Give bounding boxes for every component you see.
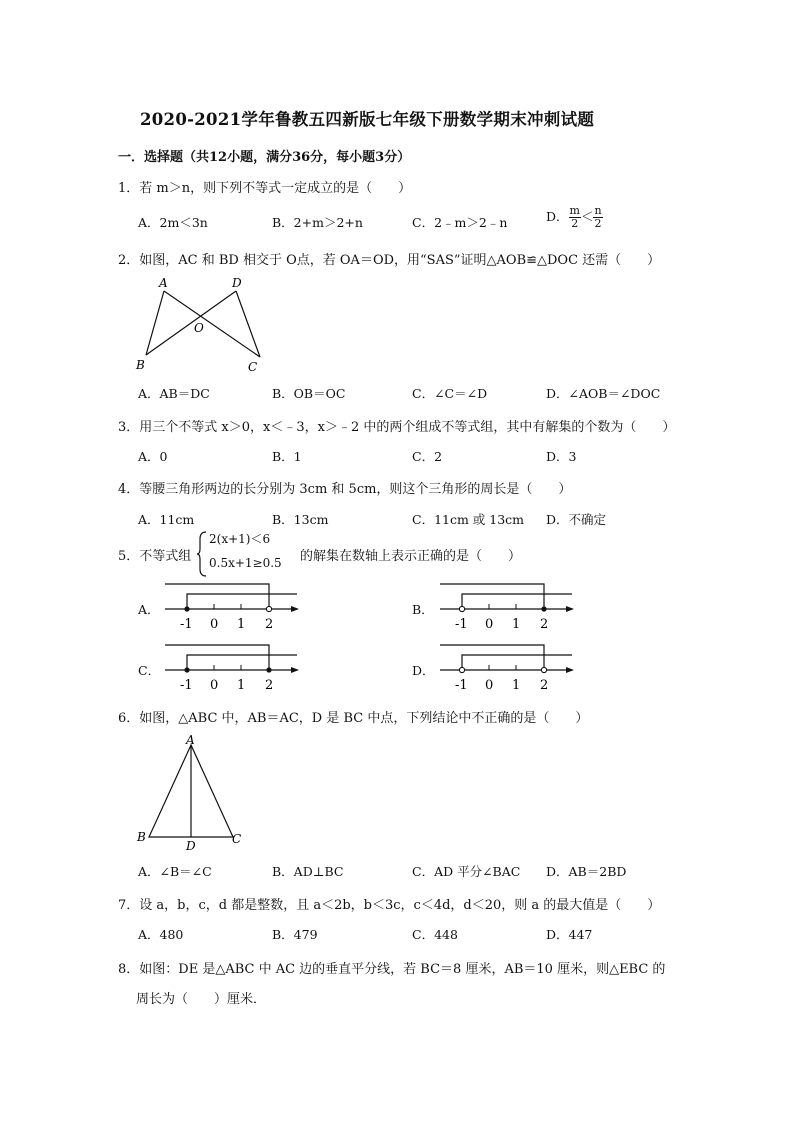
tick-label-1: 1 bbox=[237, 678, 246, 693]
label-b: B bbox=[136, 358, 145, 372]
tick-label-0: 0 bbox=[485, 678, 494, 693]
number-line-b bbox=[440, 580, 580, 640]
label-c: C bbox=[232, 832, 242, 846]
q2-option-c: C．∠C＝∠D bbox=[412, 386, 488, 401]
q1-d-den1: 2 bbox=[571, 217, 579, 230]
q5-option-b: B． bbox=[412, 602, 434, 617]
q1-d-num1: m bbox=[569, 204, 580, 217]
question-3-stem: 3．用三个不等式 x＞0，x＜﹣3，x＞﹣2 中的两个组成不等式组，其中有解集的个数为（ ） bbox=[118, 420, 676, 435]
q6-option-d: D．AB＝2BD bbox=[546, 864, 627, 879]
label-a: A bbox=[159, 276, 168, 290]
question-1-stem: 1．若 m＞n，则下列不等式一定成立的是（ ） bbox=[118, 181, 412, 196]
segment-ac bbox=[164, 291, 260, 357]
q1-option-d bbox=[546, 205, 603, 230]
label-d: D bbox=[186, 839, 196, 853]
q5-prefix: 5．不等式组 bbox=[118, 549, 192, 564]
tick-label-2: 2 bbox=[540, 678, 549, 693]
question-7-stem: 7．设 a，b，c，d 都是整数，且 a＜2b，b＜3c，c＜4d，d＜20，则 a 的最大值是（ ） bbox=[118, 898, 661, 913]
q6-option-c: C．AD 平分∠BAC bbox=[412, 864, 521, 879]
q4-option-d: D．不确定 bbox=[546, 512, 607, 527]
q3-option-b: B．1 bbox=[272, 449, 302, 464]
tick-label-neg1: -1 bbox=[180, 678, 193, 693]
q5-suffix: 的解集在数轴上表示正确的是（ ） bbox=[300, 549, 522, 564]
tick-label-1: 1 bbox=[512, 678, 521, 693]
q4-option-c: C．11cm 或 13cm bbox=[412, 512, 525, 527]
q7-option-d: D．447 bbox=[546, 927, 593, 942]
q1-option-b: B．2+m＞2+n bbox=[272, 215, 363, 230]
tick-label-2: 2 bbox=[540, 617, 549, 632]
tick-label-neg1: -1 bbox=[455, 678, 468, 693]
question-8-stem-line-1: 8．如图：DE 是△ABC 中 AC 边的垂直平分线，若 BC＝8 厘米，AB＝10 厘米，则△EBC 的 bbox=[118, 962, 666, 977]
q2-option-a: A．AB＝DC bbox=[138, 386, 210, 401]
number-line-d bbox=[440, 641, 580, 701]
segment-dc bbox=[236, 291, 260, 357]
q7-option-b: B．479 bbox=[272, 927, 318, 942]
system-line-1: 2(x+1)＜6 bbox=[209, 532, 271, 546]
label-o: O bbox=[194, 321, 204, 335]
number-line-c bbox=[165, 641, 305, 701]
question-6-stem: 6．如图，△ABC 中，AB＝AC，D 是 BC 中点，下列结论中不正确的是（ ） bbox=[118, 711, 589, 726]
q6-option-a: A．∠B＝∠C bbox=[138, 864, 212, 879]
tick-label-neg1: -1 bbox=[455, 617, 468, 632]
q1-d-prefix: D． bbox=[546, 209, 569, 224]
q7-option-c: C．448 bbox=[412, 927, 458, 942]
segment-ab bbox=[146, 291, 164, 355]
tick-label-0: 0 bbox=[485, 617, 494, 632]
page-title: 2020-2021学年鲁教五四新版七年级下册数学期末冲刺试题 bbox=[140, 110, 595, 129]
q5-option-a: A． bbox=[138, 602, 160, 617]
tick-label-1: 1 bbox=[237, 617, 246, 632]
label-b: B bbox=[137, 830, 146, 844]
q1-d-fraction-2 bbox=[593, 205, 602, 230]
q2-option-d: D．∠AOB＝∠DOC bbox=[546, 386, 661, 401]
tick-label-2: 2 bbox=[265, 617, 274, 632]
q1-option-a: A．2m＜3n bbox=[138, 215, 208, 230]
q1-d-fraction-1 bbox=[569, 205, 581, 230]
q4-option-a: A．11cm bbox=[138, 512, 195, 527]
segment-db bbox=[146, 291, 236, 355]
q1-d-den2: 2 bbox=[594, 217, 602, 230]
q2-bowtie-figure bbox=[134, 275, 274, 375]
q7-option-a: A．480 bbox=[138, 927, 184, 942]
label-c: C bbox=[248, 360, 258, 374]
q3-option-c: C．2 bbox=[412, 449, 443, 464]
question-8-stem-line-2: 周长为（ ）厘米． bbox=[136, 992, 267, 1007]
question-4-stem: 4．等腰三角形两边的长分别为 3cm 和 5cm，则这个三角形的周长是（ ） bbox=[118, 482, 572, 497]
q5-option-d: D． bbox=[412, 663, 435, 678]
tick-label-0: 0 bbox=[210, 678, 219, 693]
tick-label-neg1: -1 bbox=[180, 617, 193, 632]
q3-option-d: D．3 bbox=[546, 449, 577, 464]
tick-label-0: 0 bbox=[210, 617, 219, 632]
system-brace bbox=[197, 531, 207, 577]
label-a: A bbox=[186, 733, 195, 747]
q1-d-operator: ＜ bbox=[580, 209, 594, 224]
system-line-2: 0.5x+1≥0.5 bbox=[209, 556, 282, 570]
q3-option-a: A．0 bbox=[138, 449, 168, 464]
q4-option-b: B．13cm bbox=[272, 512, 329, 527]
q2-option-b: B．OB＝OC bbox=[272, 386, 346, 401]
q1-option-c: C．2﹣m＞2﹣n bbox=[412, 215, 508, 230]
q1-d-num2: n bbox=[594, 204, 602, 217]
question-2-stem: 2．如图，AC 和 BD 相交于 O点，若 OA＝OD，用“SAS”证明△AOB≌△DOC 还需（ ） bbox=[118, 253, 661, 268]
label-d: D bbox=[232, 276, 242, 290]
section-heading: 一．选择题（共12小题，满分36分，每小题3分） bbox=[118, 150, 411, 165]
tick-label-1: 1 bbox=[512, 617, 521, 632]
q6-option-b: B．AD⊥BC bbox=[272, 864, 344, 879]
q6-isosceles-triangle bbox=[134, 733, 254, 853]
number-line-a bbox=[165, 580, 305, 640]
tick-label-2: 2 bbox=[265, 678, 274, 693]
q5-option-c: C． bbox=[138, 663, 161, 678]
